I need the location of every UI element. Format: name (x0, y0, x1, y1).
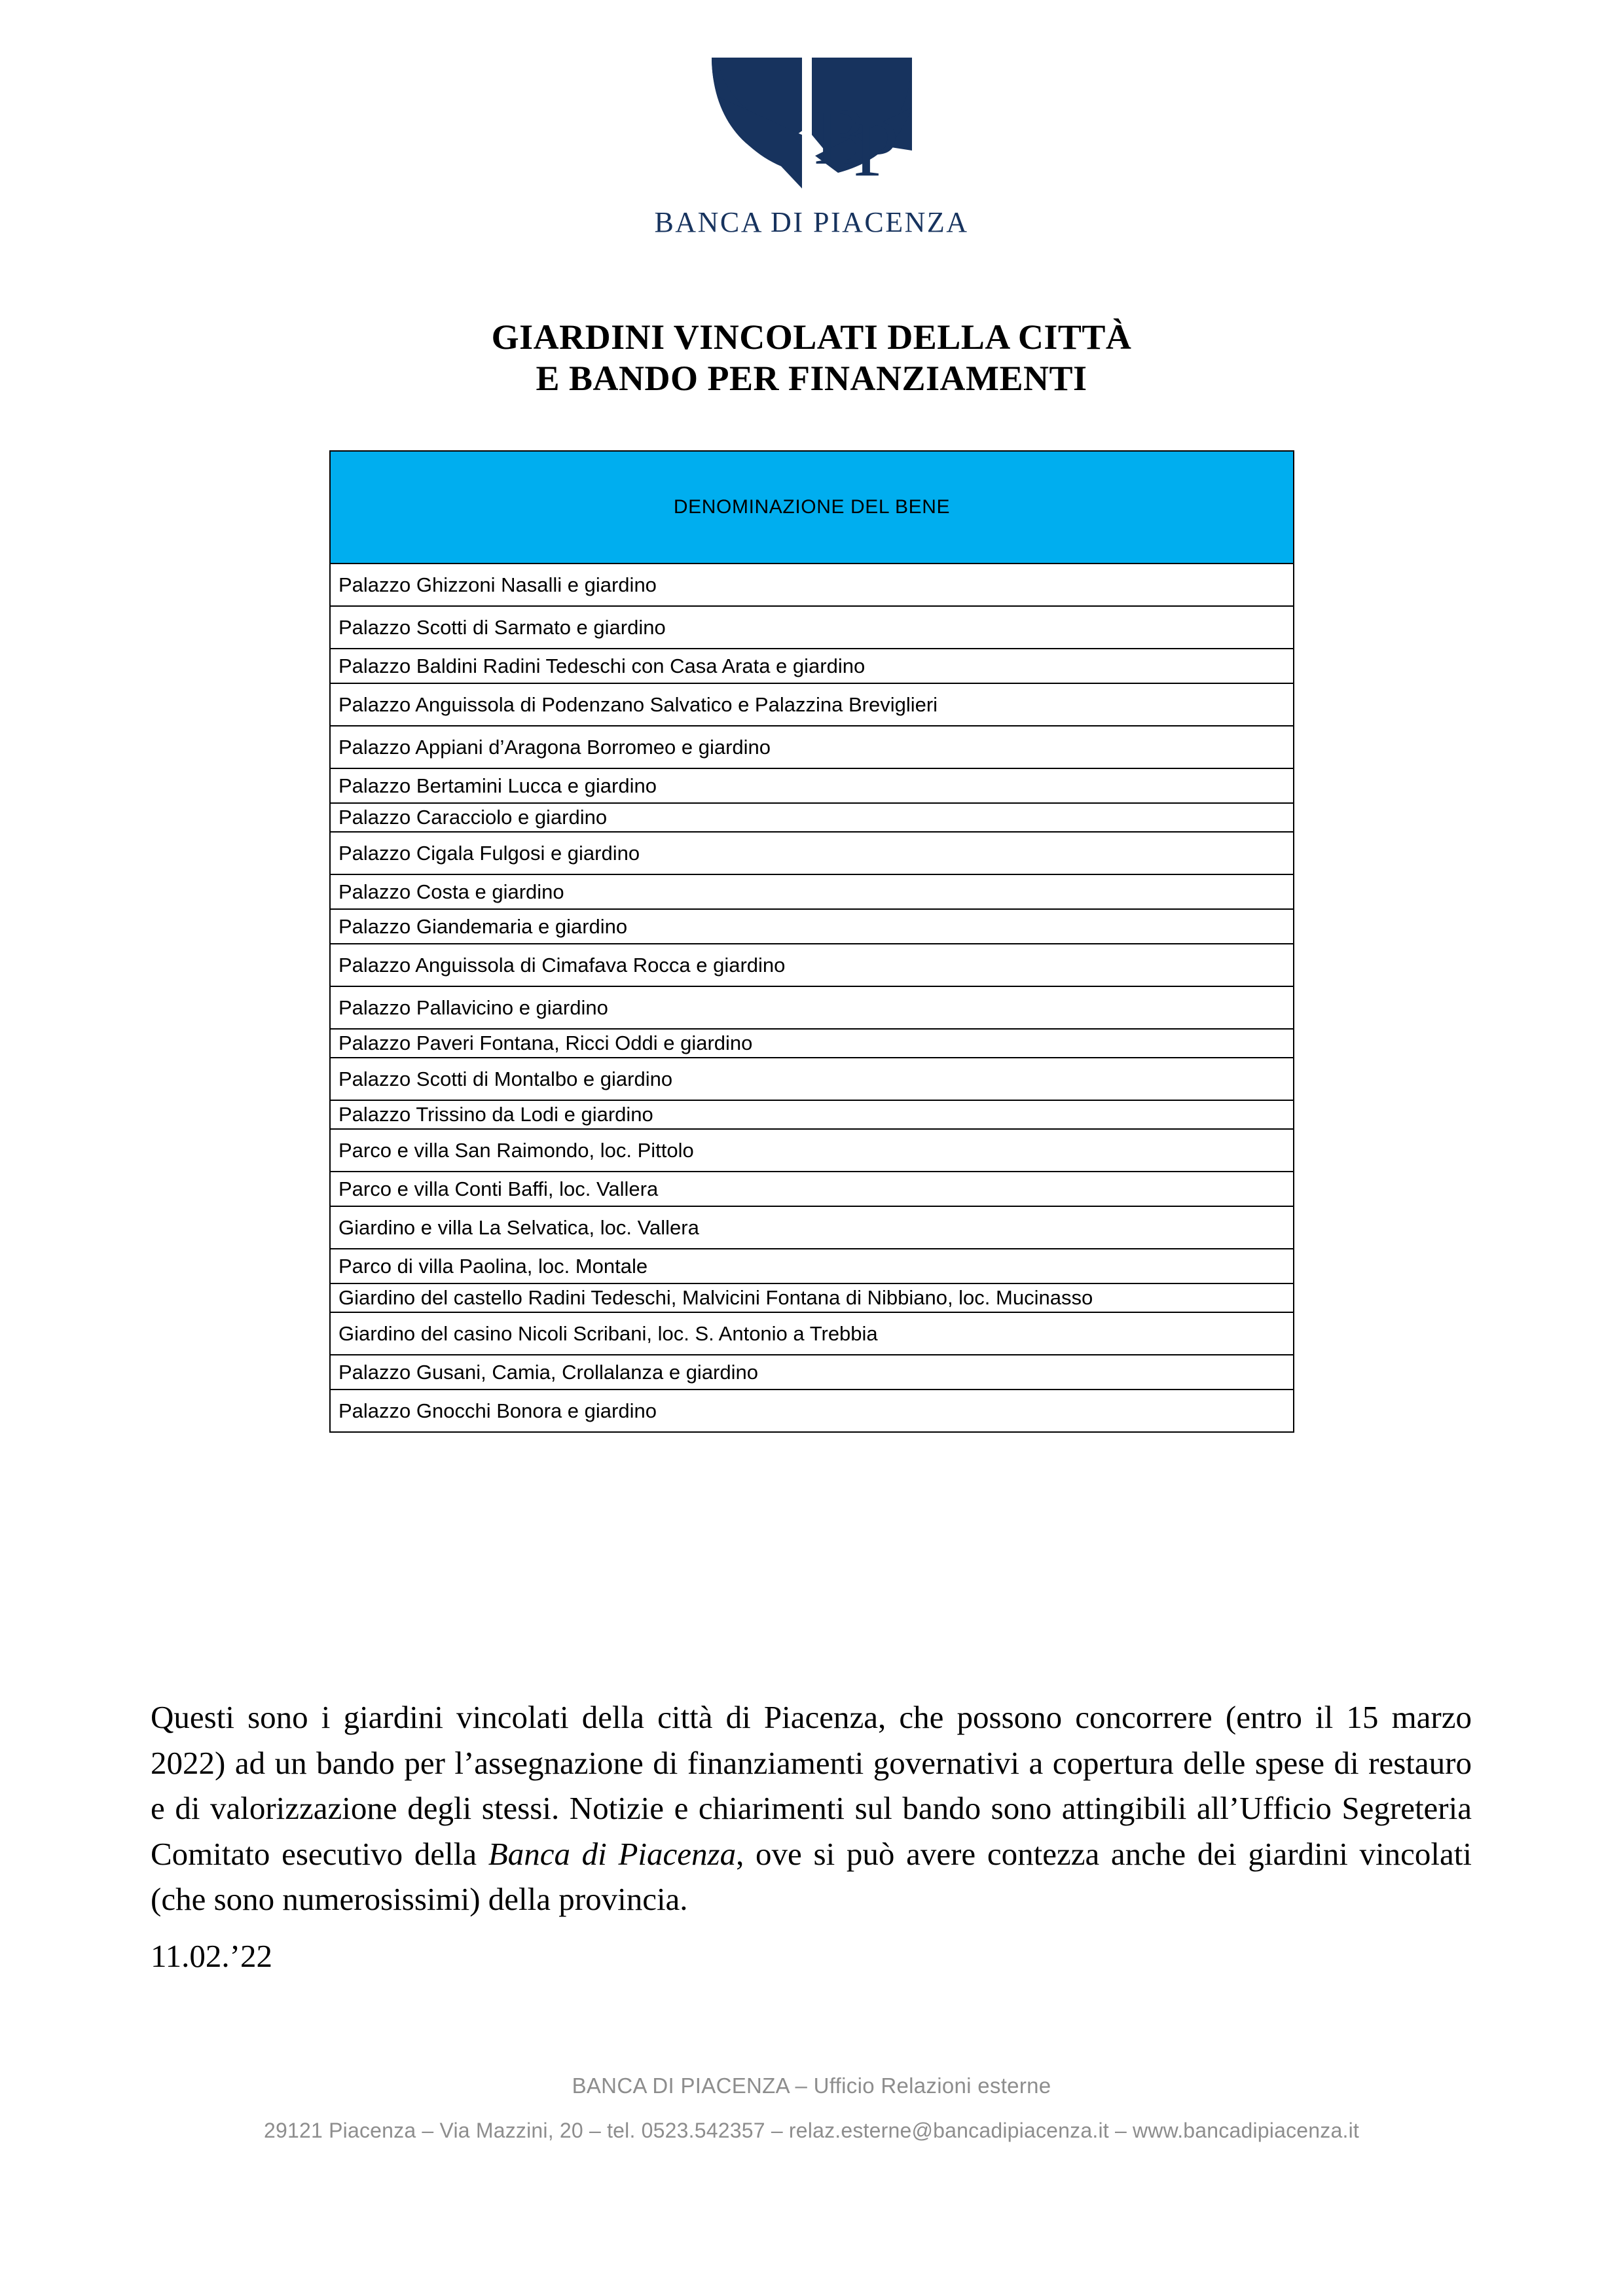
column-header-denominazione: DENOMINAZIONE DEL BENE (330, 451, 1294, 564)
table-row (330, 803, 1294, 832)
body-paragraph (151, 1695, 1472, 1922)
table-cell-denominazione: Palazzo Cigala Fulgosi e giardino (330, 832, 1294, 874)
logo-wordmark: BANCA DI PIACENZA (654, 206, 969, 238)
table-row (330, 1058, 1294, 1100)
table-cell-denominazione: Palazzo Pallavicino e giardino (330, 986, 1294, 1029)
table-cell-denominazione: Palazzo Scotti di Sarmato e giardino (330, 606, 1294, 649)
table-cell-denominazione: Parco di villa Paolina, loc. Montale (330, 1249, 1294, 1283)
svg-text:P: P (852, 103, 899, 194)
table-cell-denominazione: Palazzo Bertamini Lucca e giardino (330, 768, 1294, 803)
table-row (330, 1249, 1294, 1283)
table-cell-denominazione: Palazzo Anguissola di Cimafava Rocca e giardino (330, 944, 1294, 986)
table-row (330, 1312, 1294, 1355)
table-cell-denominazione: Palazzo Anguissola di Podenzano Salvatico e Palazzina Breviglieri (330, 683, 1294, 726)
body-part-2: , ove si può avere contezza anche dei giardini vincolati (che sono numerosissimi) della provincia. (151, 1835, 1472, 1918)
table-cell-denominazione: Palazzo Paveri Fontana, Ricci Oddi e giardino (330, 1029, 1294, 1058)
table-row (330, 874, 1294, 909)
table-cell-denominazione: Palazzo Caracciolo e giardino (330, 803, 1294, 832)
table-row (330, 649, 1294, 683)
table-cell-denominazione: Parco e villa Conti Baffi, loc. Vallera (330, 1172, 1294, 1206)
table-cell-denominazione: Giardino del casino Nicoli Scribani, loc. S. Antonio a Trebbia (330, 1312, 1294, 1355)
table-row (330, 1355, 1294, 1390)
table-row (330, 1390, 1294, 1432)
page-title (0, 317, 1623, 399)
table-row (330, 1172, 1294, 1206)
table-head (330, 451, 1294, 564)
table-row (330, 564, 1294, 606)
table-cell-denominazione: Giardino del castello Radini Tedeschi, Malvicini Fontana di Nibbiano, loc. Mucinasso (330, 1283, 1294, 1312)
svg-text:B: B (813, 92, 868, 182)
table-cell-denominazione: Palazzo Ghizzoni Nasalli e giardino (330, 564, 1294, 606)
page-title-line-1: GIARDINI VINCOLATI DELLA CITTÀ (491, 317, 1132, 357)
table-row (330, 726, 1294, 768)
table-cell-denominazione: Palazzo Appiani d’Aragona Borromeo e giardino (330, 726, 1294, 768)
table-cell-denominazione: Palazzo Gusani, Camia, Crollalanza e giardino (330, 1355, 1294, 1390)
body-part-1: Questi sono i giardini vincolati della città di Piacenza, che possono concorrere (entro il 15 marzo 2022) ad un bando per l’assegnazione di finanziamenti governativi a copertura delle spese di restauro e di valorizzazione degli stessi. Notizie e chiarimenti sul bando sono attingibili all’Ufficio Segreteria Comitato esecutivo della (151, 1699, 1472, 1872)
table-row (330, 1206, 1294, 1249)
body-emphasis-bank-name: Banca di Piacenza (488, 1835, 737, 1872)
table-row (330, 606, 1294, 649)
table-row (330, 909, 1294, 944)
table-cell-denominazione: Giardino e villa La Selvatica, loc. Vallera (330, 1206, 1294, 1249)
table-cell-denominazione: Palazzo Giandemaria e giardino (330, 909, 1294, 944)
table-row (330, 832, 1294, 874)
table-row (330, 1129, 1294, 1172)
table-row (330, 1029, 1294, 1058)
table-row (330, 1100, 1294, 1129)
footer-contact-line: 29121 Piacenza – Via Mazzini, 20 – tel. 0523.542357 – relaz.esterne@bancadipiacenza.it – www.bancadipiacenza.it (264, 2119, 1359, 2142)
table-cell-denominazione: Palazzo Gnocchi Bonora e giardino (330, 1390, 1294, 1432)
beni-table (329, 450, 1294, 1433)
table-cell-denominazione: Palazzo Costa e giardino (330, 874, 1294, 909)
table-cell-denominazione: Palazzo Baldini Radini Tedeschi con Casa Arata e giardino (330, 649, 1294, 683)
table-row (330, 986, 1294, 1029)
page-title-line-2: E BANDO PER FINANZIAMENTI (536, 359, 1087, 399)
bank-logo (0, 51, 1623, 239)
footer-office-line: BANCA DI PIACENZA – Ufficio Relazioni esterne (572, 2073, 1051, 2098)
table-cell-denominazione: Palazzo Scotti di Montalbo e giardino (330, 1058, 1294, 1100)
table-cell-denominazione: Parco e villa San Raimondo, loc. Pittolo (330, 1129, 1294, 1172)
table-row (330, 683, 1294, 726)
table-cell-denominazione: Palazzo Trissino da Lodi e giardino (330, 1100, 1294, 1129)
table-body (330, 564, 1294, 1432)
table-header-row (330, 451, 1294, 564)
table-row (330, 944, 1294, 986)
table-row (330, 1283, 1294, 1312)
banca-di-piacenza-logo-icon (704, 51, 920, 202)
table-row (330, 768, 1294, 803)
page-footer (0, 2073, 1623, 2143)
document-date: 11.02.’22 (151, 1938, 272, 1974)
